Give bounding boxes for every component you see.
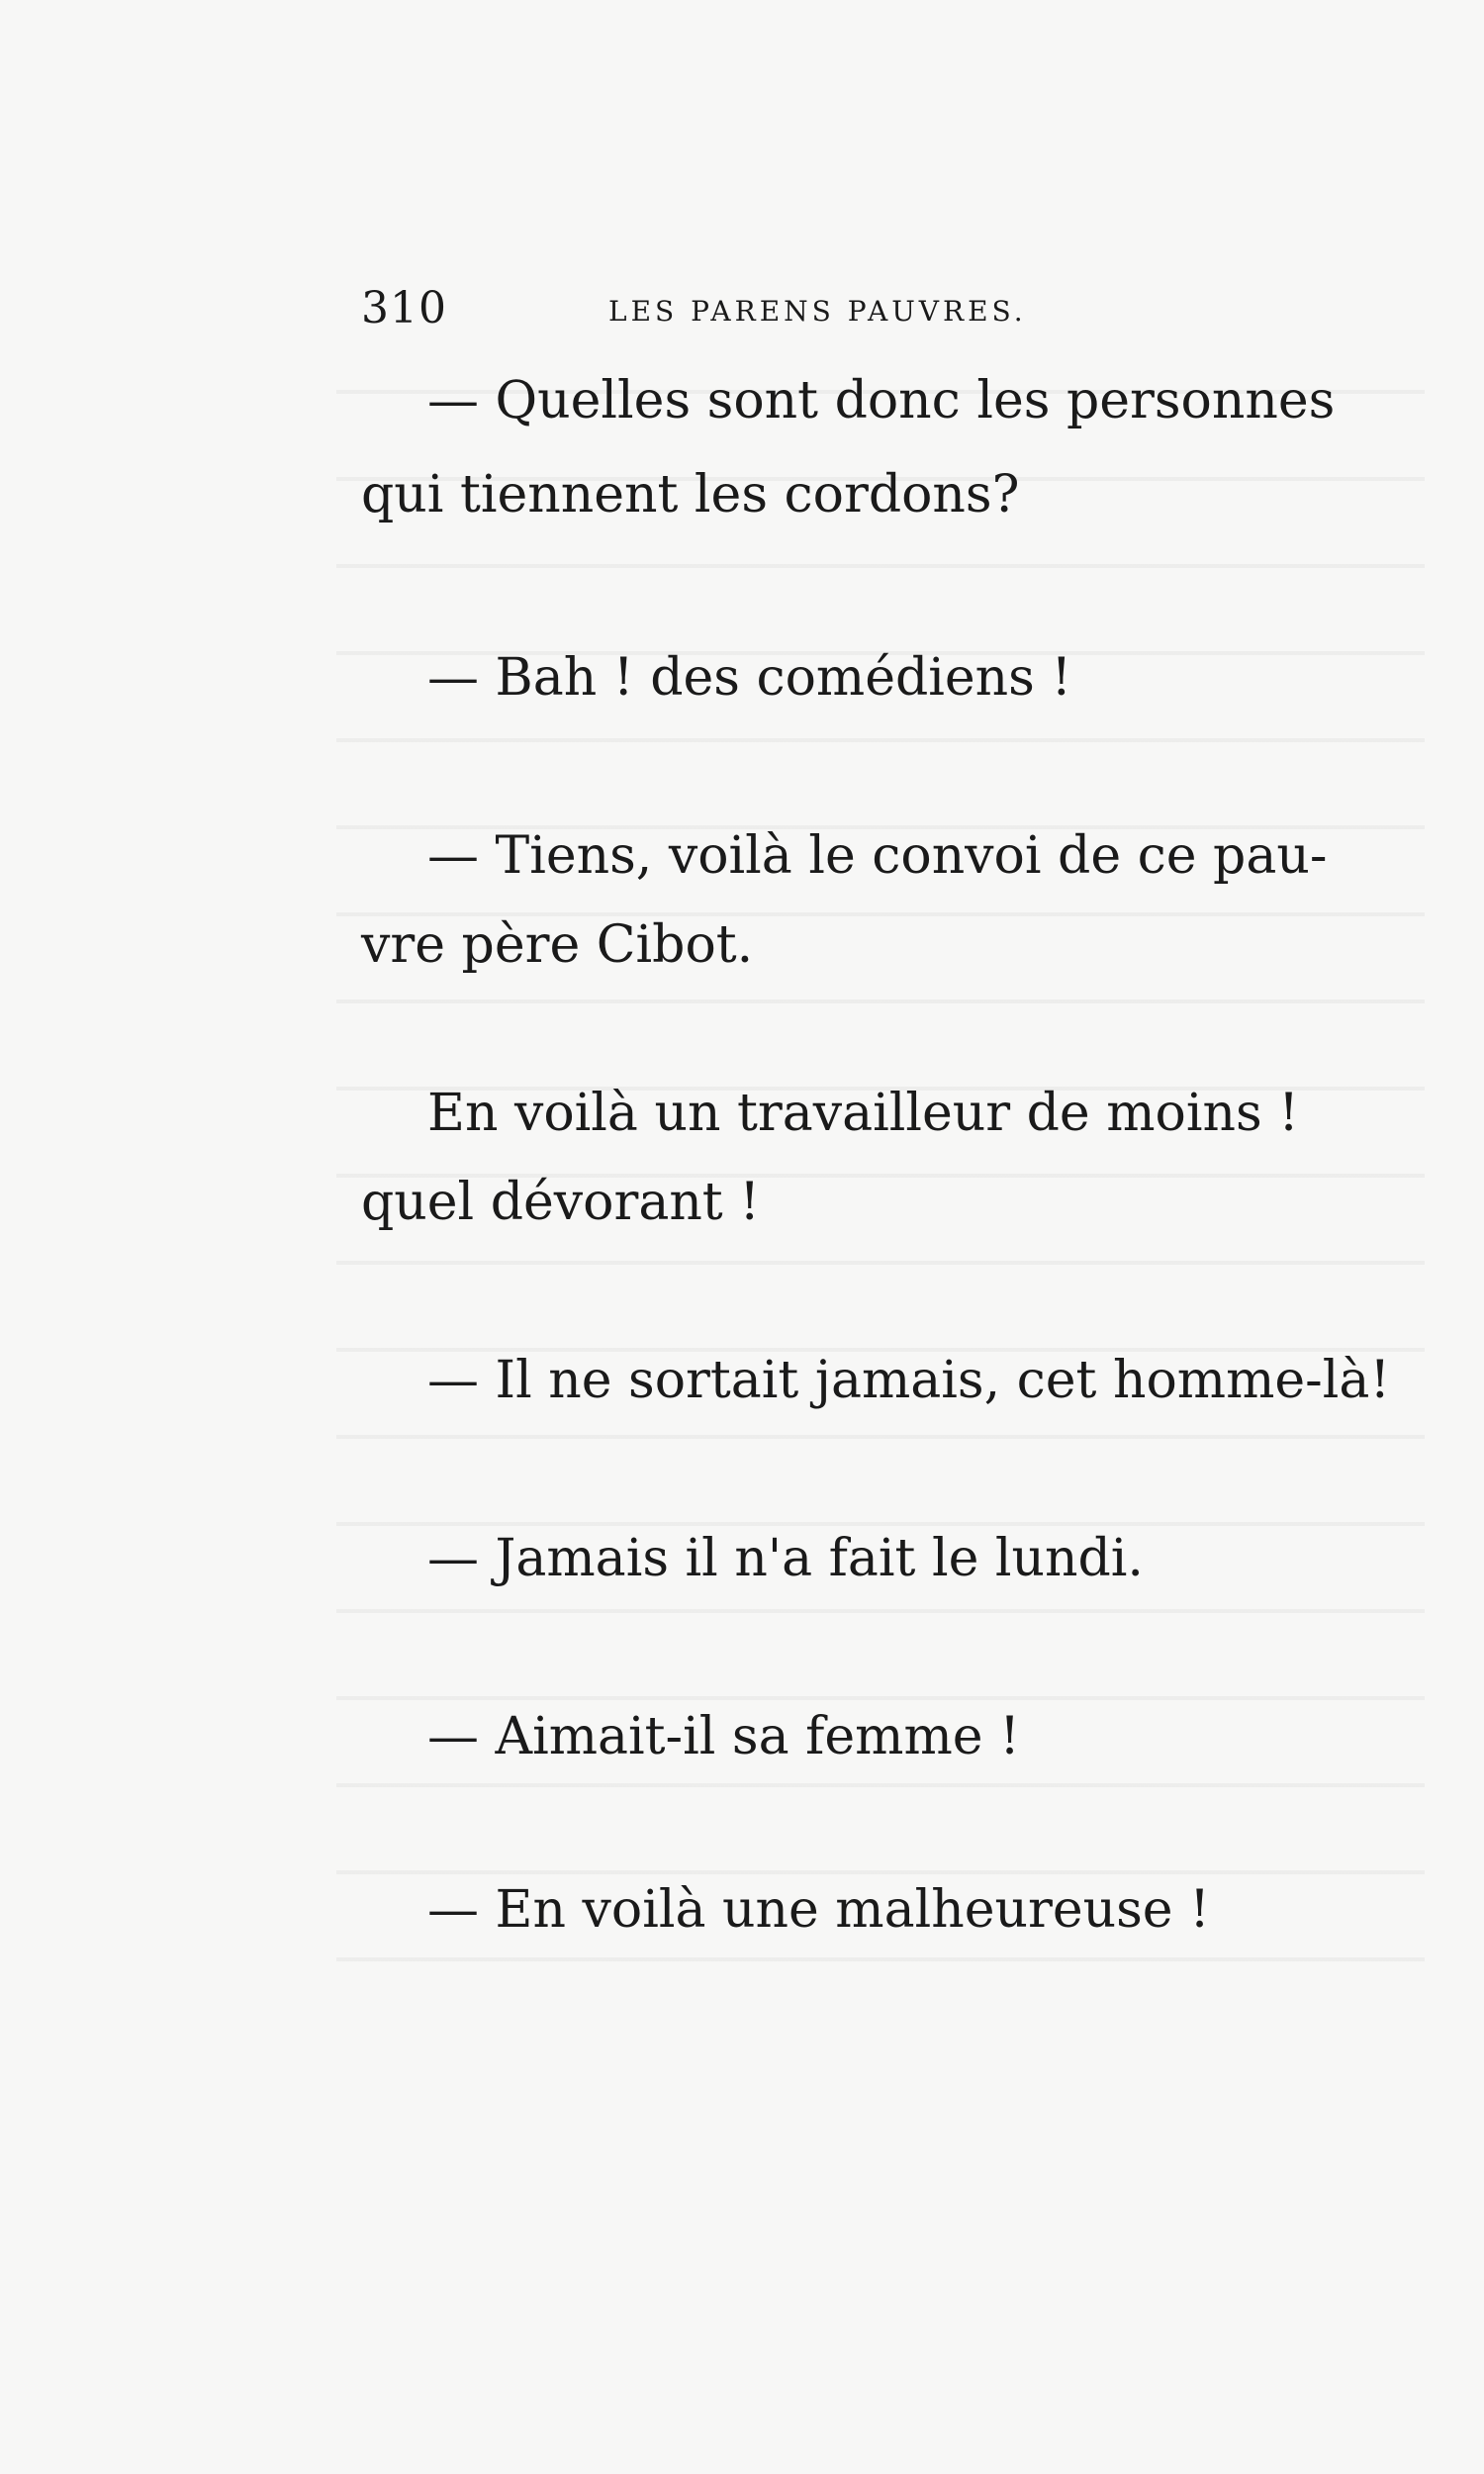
text-line: — En voilà une malheureuse !: [427, 1880, 1210, 1940]
running-title: LES PARENS PAUVRES.: [608, 295, 1027, 328]
text-line: — Jamais il n'a fait le lundi.: [427, 1529, 1144, 1588]
text-line: — Il ne sortait jamais, cet homme-là!: [427, 1351, 1391, 1410]
text-line: En voilà un travailleur de moins !: [427, 1084, 1300, 1143]
text-line: vre père Cibot.: [361, 915, 754, 975]
text-line: qui tiennent les cordons?: [361, 465, 1020, 524]
page-number: 310: [361, 283, 447, 333]
text-line: — Tiens, voilà le convoi de ce pau-: [427, 826, 1328, 886]
text-line: — Bah ! des comédiens !: [427, 648, 1072, 708]
text-line: — Aimait-il sa femme !: [427, 1707, 1020, 1766]
text-line: — Quelles sont donc les personnes: [427, 371, 1336, 430]
text-line: quel dévorant !: [361, 1173, 761, 1232]
page-header: [361, 283, 1054, 333]
